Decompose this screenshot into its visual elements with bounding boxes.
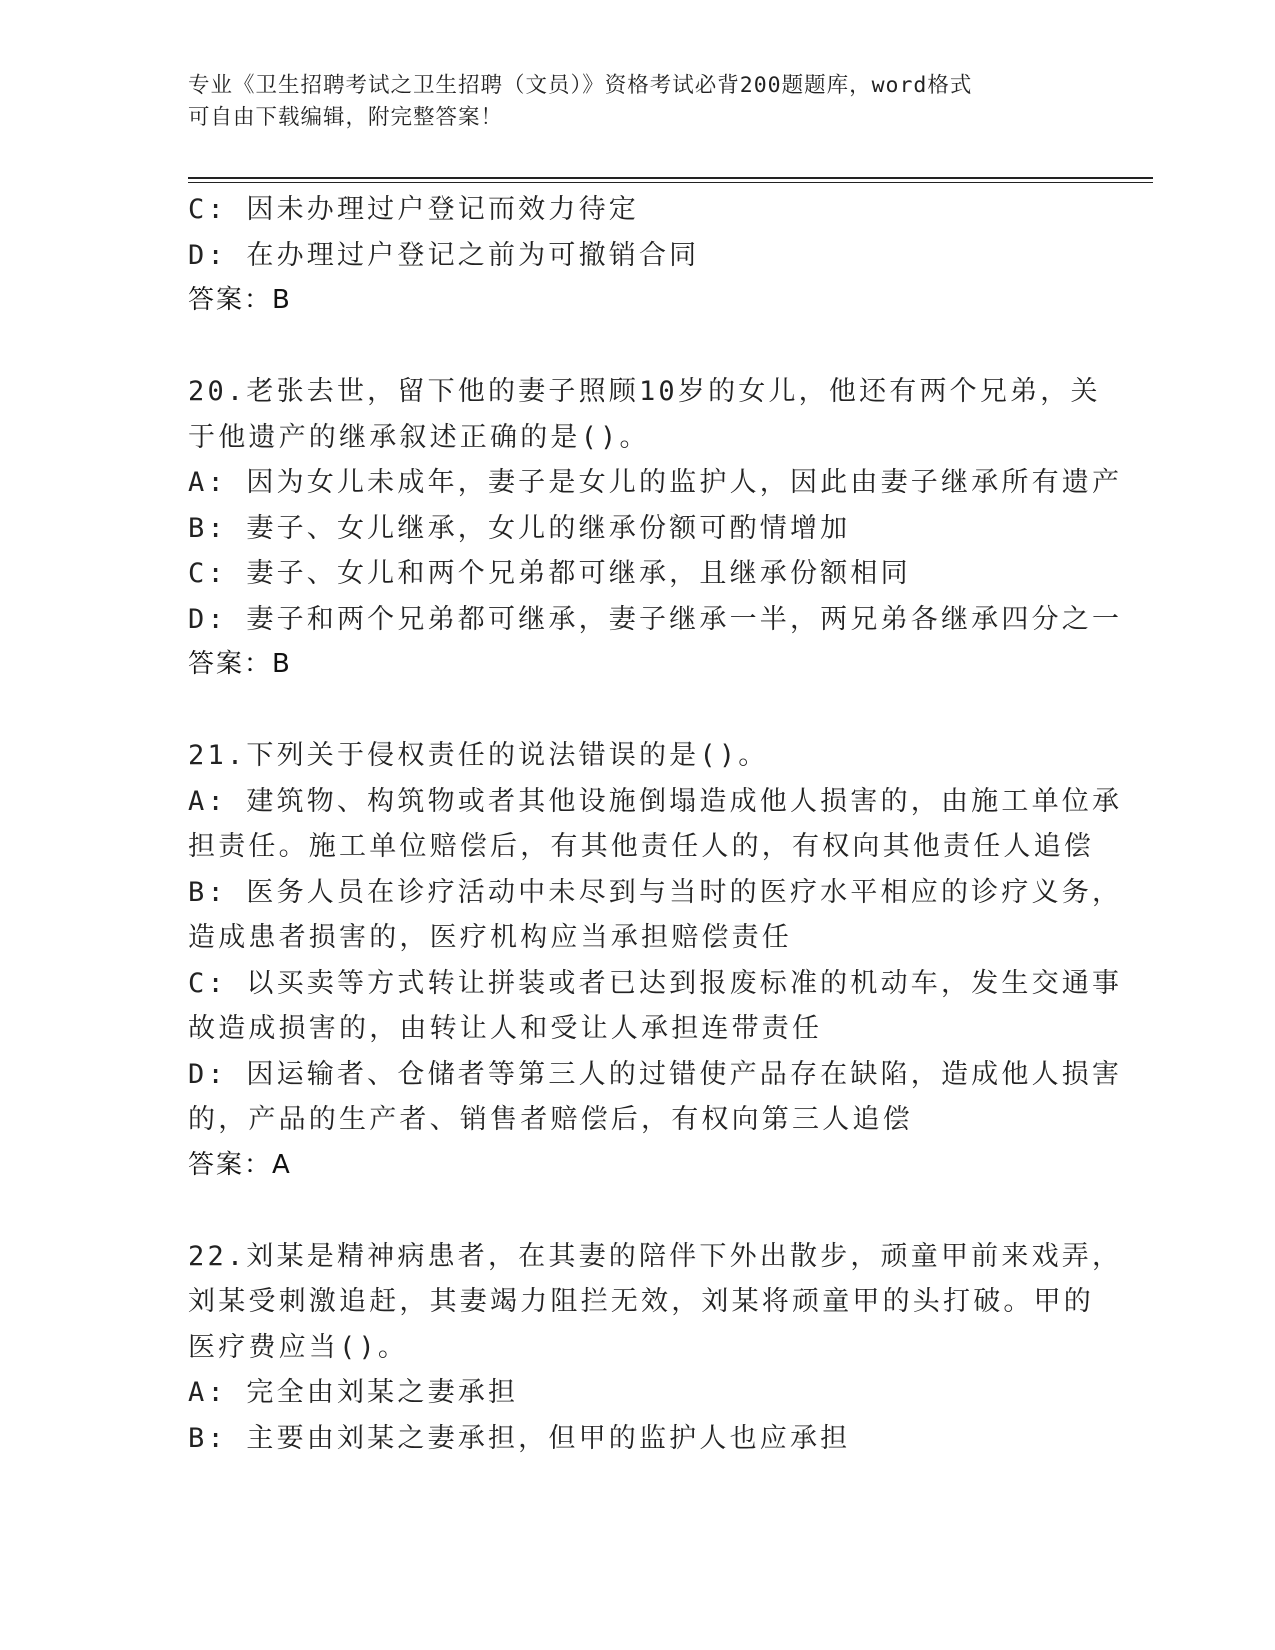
question-20-option-b: B: 妻子、女儿继承，女儿的继承份额可酌情增加 (188, 512, 851, 544)
question-21-option-b-line-2: 造成患者损害的，医疗机构应当承担赔偿责任 (188, 922, 792, 953)
header-divider-thin (188, 182, 1153, 183)
question-21-option-a-line-1: A: 建筑物、构筑物或者其他设施倒塌造成他人损害的，由施工单位承 (188, 785, 1123, 817)
question-21-option-d-line-1: D: 因运输者、仓储者等第三人的过错使产品存在缺陷，造成他人损害 (188, 1058, 1123, 1090)
previous-question-option-c: C: 因未办理过户登记而效力待定 (188, 194, 639, 225)
previous-question-answer: 答案：B (188, 285, 292, 315)
question-21-option-d-line-2: 的，产品的生产者、销售者赔偿后，有权向第三人追偿 (188, 1104, 913, 1135)
question-20-option-c: C: 妻子、女儿和两个兄弟都可继承，且继承份额相同 (188, 558, 911, 589)
question-21-stem-line-1: 21.下列关于侵权责任的说法错误的是()。 (188, 740, 769, 771)
question-22-option-b: B: 主要由刘某之妻承担，但甲的监护人也应承担 (188, 1422, 851, 1454)
question-21-answer: 答案：A (188, 1149, 292, 1180)
question-spacer (188, 324, 1088, 370)
question-20-answer: 答案：B (188, 649, 292, 679)
question-22-stem-line-2: 刘某受刺激追赶，其妻竭力阻拦无效，刘某将顽童甲的头打破。甲的 (188, 1286, 1094, 1317)
question-22-option-a: A: 完全由刘某之妻承担 (188, 1377, 519, 1408)
question-21-option-b-line-1: B: 医务人员在诊疗活动中未尽到与当时的医疗水平相应的诊疗义务， (188, 876, 1123, 908)
question-spacer (188, 1188, 1088, 1234)
question-21-option-a-line-2: 担责任。施工单位赔偿后，有其他责任人的，有权向其他责任人追偿 (188, 831, 1094, 862)
question-20-option-a: A: 因为女儿未成年，妻子是女儿的监护人，因此由妻子继承所有遗产 (188, 467, 1123, 498)
question-20-stem-line-2: 于他遗产的继承叙述正确的是()。 (188, 421, 650, 453)
question-22-stem-line-3: 医疗费应当()。 (188, 1331, 409, 1363)
question-20-option-d: D: 妻子和两个兄弟都可继承，妻子继承一半，两兄弟各继承四分之一 (188, 603, 1123, 635)
question-spacer (188, 688, 1088, 734)
header-title-line-2: 可自由下载编辑，附完整答案！ (188, 105, 504, 130)
header-divider-thick (188, 177, 1153, 179)
question-21-option-c-line-1: C: 以买卖等方式转让拼装或者已达到报废标准的机动车，发生交通事 (188, 967, 1123, 999)
question-22-stem-line-1: 22.刘某是精神病患者，在其妻的陪伴下外出散步，顽童甲前来戏弄， (188, 1240, 1123, 1272)
question-20-stem-line-1: 20.老张去世，留下他的妻子照顾10岁的女儿，他还有两个兄弟，关 (188, 376, 1101, 407)
page-header (188, 70, 1068, 134)
question-21-option-c-line-2: 故造成损害的，由转让人和受让人承担连带责任 (188, 1013, 823, 1044)
header-title-line-1: 专业《卫生招聘考试之卫生招聘（文员）》资格考试必背200题题库，word格式 (188, 73, 973, 98)
document-body (188, 187, 1123, 1461)
previous-question-option-d: D: 在办理过户登记之前为可撤销合同 (188, 239, 700, 271)
